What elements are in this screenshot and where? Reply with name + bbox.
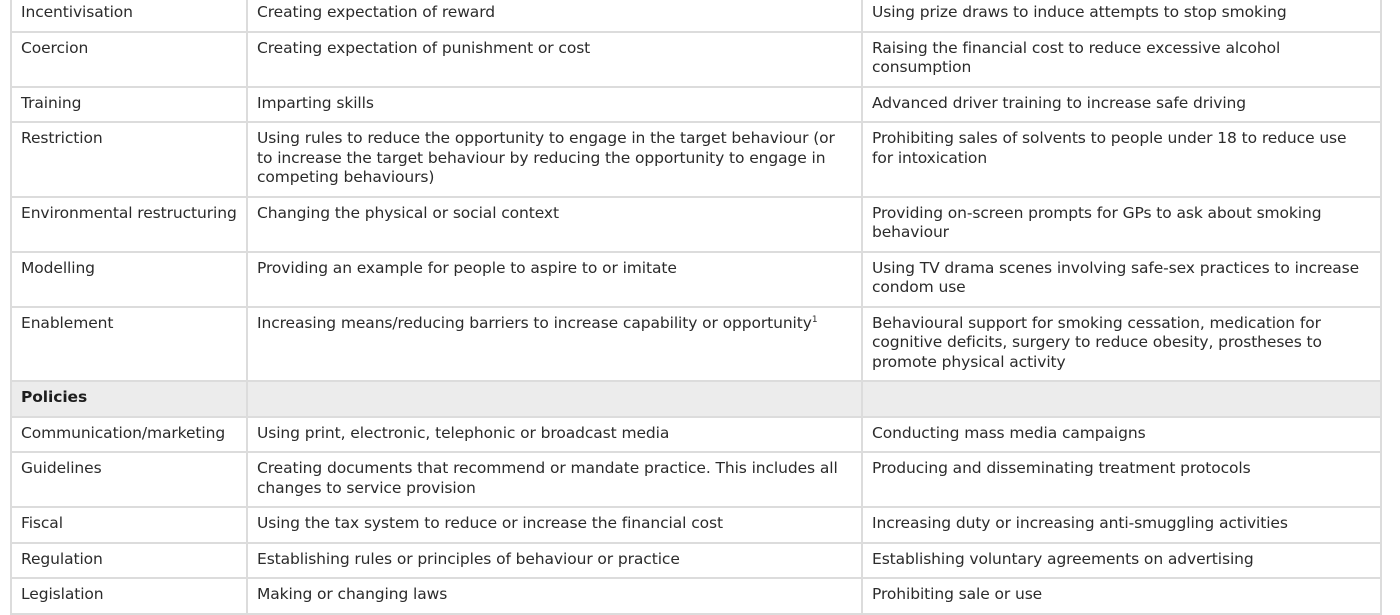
table-row — [11, 0, 1381, 32]
intervention-functions-table — [10, 0, 1382, 615]
policy-name-cell: Fiscal — [11, 507, 247, 543]
table-row — [11, 197, 1381, 252]
example-cell: Prohibiting sales of solvents to people under 18 to reduce use for intoxication — [862, 122, 1381, 197]
function-name-cell: Modelling — [11, 252, 247, 307]
table-row — [11, 452, 1381, 507]
function-name-cell: Coercion — [11, 32, 247, 87]
example-cell: Providing on-screen prompts for GPs to ask about smoking behaviour — [862, 197, 1381, 252]
example-cell: Behavioural support for smoking cessation, medication for cognitive deficits, surgery to reduce obesity, prostheses to promote physical activity — [862, 307, 1381, 382]
policy-name-cell: Regulation — [11, 543, 247, 579]
policy-name-cell: Communication/marketing — [11, 417, 247, 453]
example-cell: Raising the financial cost to reduce excessive alcohol consumption — [862, 32, 1381, 87]
example-cell: Using TV drama scenes involving safe-sex practices to increase condom use — [862, 252, 1381, 307]
footnote-marker: 1 — [811, 314, 818, 325]
function-name-cell: Enablement — [11, 307, 247, 382]
example-cell: Producing and disseminating treatment protocols — [862, 452, 1381, 507]
function-name-cell: Training — [11, 87, 247, 123]
table-row — [11, 307, 1381, 382]
definition-cell: Making or changing laws — [247, 578, 862, 614]
table-row — [11, 417, 1381, 453]
example-cell: Increasing duty or increasing anti-smuggling activities — [862, 507, 1381, 543]
table-row — [11, 507, 1381, 543]
table-row — [11, 252, 1381, 307]
definition-cell: Using rules to reduce the opportunity to engage in the target behaviour (or to increase the target behaviour by reducing the opportunity to engage in competing behaviours) — [247, 122, 862, 197]
function-name-cell: Environmental restructuring — [11, 197, 247, 252]
policy-name-cell: Guidelines — [11, 452, 247, 507]
function-name-cell: Incentivisation — [11, 0, 247, 32]
table-row — [11, 122, 1381, 197]
definition-cell: Imparting skills — [247, 87, 862, 123]
definition-cell: Establishing rules or principles of behaviour or practice — [247, 543, 862, 579]
definition-cell: Creating expectation of punishment or cost — [247, 32, 862, 87]
definition-cell: Providing an example for people to aspire to or imitate — [247, 252, 862, 307]
function-name-cell: Restriction — [11, 122, 247, 197]
table-row — [11, 578, 1381, 614]
table-row — [11, 32, 1381, 87]
example-cell: Establishing voluntary agreements on advertising — [862, 543, 1381, 579]
definition-cell: Creating documents that recommend or mandate practice. This includes all changes to service provision — [247, 452, 862, 507]
section-header-label: Policies — [11, 381, 247, 417]
section-header-row — [11, 381, 1381, 417]
example-cell: Using prize draws to induce attempts to stop smoking — [862, 0, 1381, 32]
definition-cell: Creating expectation of reward — [247, 0, 862, 32]
example-cell: Prohibiting sale or use — [862, 578, 1381, 614]
definition-cell — [247, 307, 862, 382]
section-header-empty-cell — [862, 381, 1381, 417]
definition-text: Increasing means/reducing barriers to increase capability or opportunity — [257, 313, 812, 332]
definition-cell: Changing the physical or social context — [247, 197, 862, 252]
example-cell: Conducting mass media campaigns — [862, 417, 1381, 453]
example-cell: Advanced driver training to increase safe driving — [862, 87, 1381, 123]
table-row — [11, 87, 1381, 123]
intervention-table-container — [10, 0, 1380, 615]
table-row — [11, 543, 1381, 579]
definition-cell: Using the tax system to reduce or increase the financial cost — [247, 507, 862, 543]
policy-name-cell: Legislation — [11, 578, 247, 614]
definition-cell: Using print, electronic, telephonic or broadcast media — [247, 417, 862, 453]
section-header-empty-cell — [247, 381, 862, 417]
